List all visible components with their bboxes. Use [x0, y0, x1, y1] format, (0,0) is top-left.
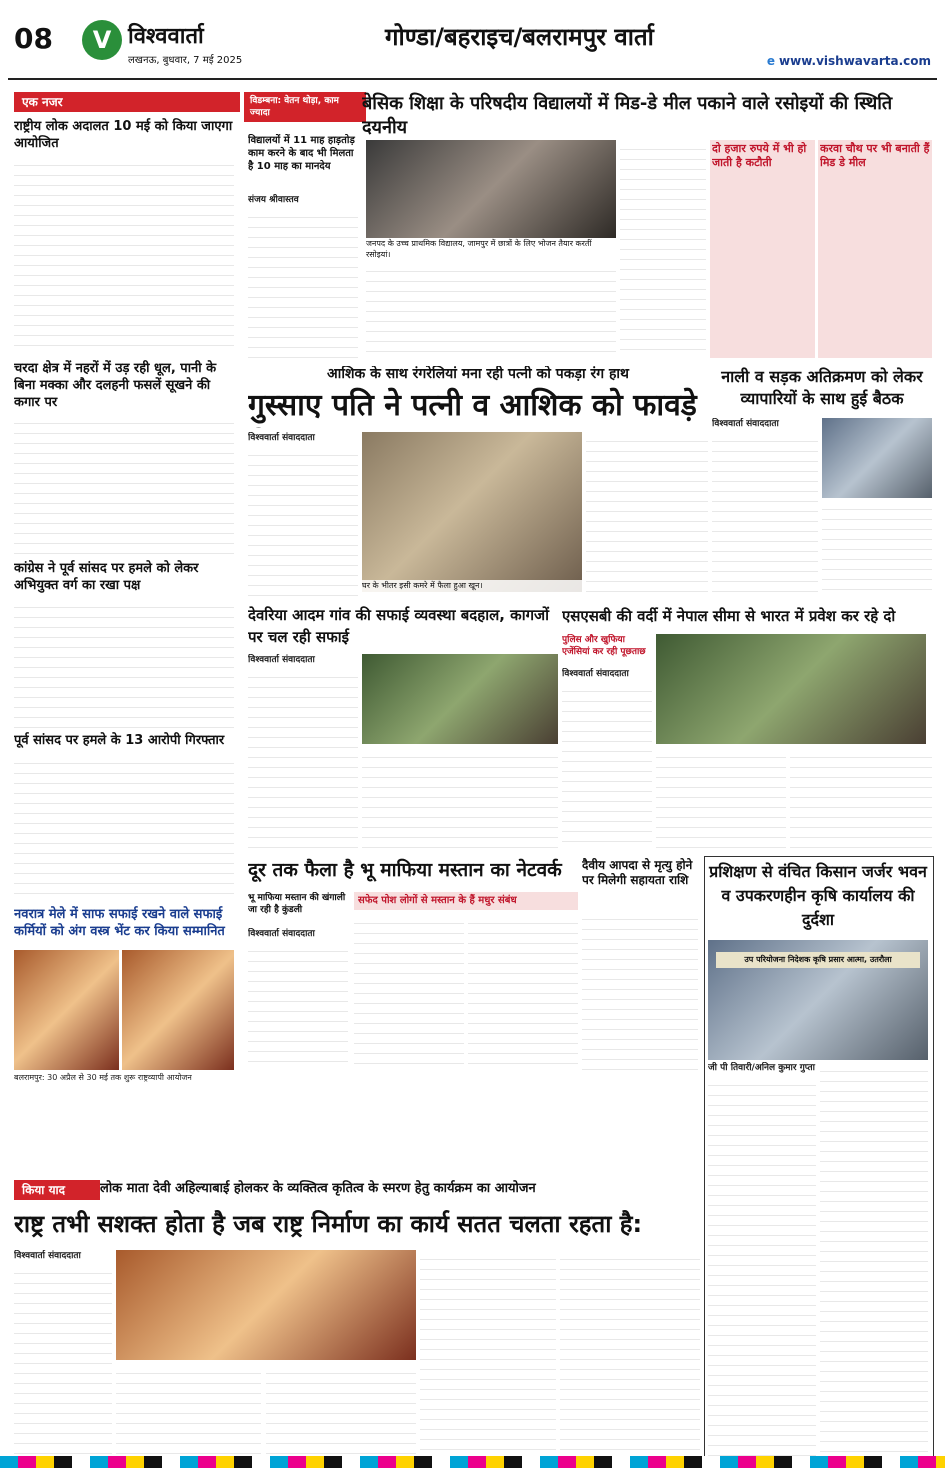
article-13-arrested-body — [14, 754, 234, 902]
photo-ahilya-stage — [116, 1250, 416, 1360]
ahilya-col5 — [560, 1250, 700, 1454]
caption-navratra-text: बलरामपुर: 30 अप्रैल से 30 मई तक शुरू राष्ट्रव्यापी आयोजन — [14, 1073, 192, 1082]
headline-ssb: एसएसबी की वर्दी में नेपाल सीमा से भारत में प्रवेश कर रहे दो — [562, 607, 896, 625]
headline-13-arrested: पूर्व सांसद पर हमले के 13 आरोपी गिरफ्तार — [14, 733, 225, 748]
devraia-byline: विश्ववार्ता संवाददाता — [248, 655, 315, 665]
photo-ssb-arrest — [656, 634, 926, 744]
headline-devi-aapda: दैवीय आपदा से मृत्यु होने पर मिलेगी सहायता राशि — [582, 858, 693, 887]
headline-mafia: दूर तक फैला है भू माफिया मस्तान का नेटवर्क — [248, 859, 562, 881]
ssb-col3 — [790, 748, 932, 850]
midday-side-text: विद्यालयों में 11 माह हाड़तोड़ काम करने के बाद भी मिलता है 10 माह का मानदेय — [248, 135, 355, 172]
midday-col1 — [248, 208, 358, 358]
website-link[interactable] — [767, 54, 931, 68]
headline-naali: नाली व सड़क अतिक्रमण को लेकर व्यापारियों के साथ हुई बैठक — [721, 367, 923, 408]
color-registration-strip — [0, 1456, 945, 1468]
browser-icon: e — [766, 54, 776, 68]
ahilya-byline: विश्ववार्ता संवाददाता — [14, 1251, 81, 1261]
midday-col3 — [620, 140, 706, 358]
axe-photo-caption: घर के भीतर इसी कमरे में फैला हुआ खून। — [362, 580, 582, 594]
mafia-col1 — [248, 942, 348, 1070]
midday-col2 — [366, 262, 616, 358]
photo-axe-room — [362, 432, 582, 592]
midday-byline: संजय श्रीवास्तव — [248, 195, 299, 205]
midday-tag: विडम्बना: वेतन थोड़ा, काम ज्यादा — [244, 92, 366, 122]
photo-navratra-1 — [14, 950, 119, 1070]
ssb-side-text: पुलिस और खुफिया एजेंसियां कर रही पूछताछ — [562, 635, 646, 657]
vishwavarta-logo-icon: V — [82, 20, 122, 60]
headline-ahilya: राष्ट्र तभी सशक्त होता है जब राष्ट्र निर्माण का कार्य सतत चलता रहता है: — [14, 1210, 643, 1238]
krishi-col2 — [820, 1062, 928, 1462]
photo-midday-cooks — [366, 140, 616, 238]
page-number: 08 — [14, 22, 53, 55]
headline-charda-nahar: चरदा क्षेत्र में नहरों में उड़ रही धूल, पानी के बिना मक्का और दलहनी फसलें सूखने की कगार पर — [14, 361, 217, 410]
krishi-col1 — [708, 1076, 816, 1462]
photo-devraia-garbage — [362, 654, 558, 744]
devi-aapda-body — [582, 910, 698, 1070]
ahilya-kicker: लोक माता देवी अहिल्याबाई होलकर के व्यक्तित्व कृतित्व के स्मरण हेतु कार्यक्रम का आयोजन — [100, 1181, 536, 1196]
mafia-pink-headline: सफेद पोश लोगों से मस्तान के हैं मधुर संबंध — [358, 895, 517, 906]
axe-byline: विश्ववार्ता संवाददाता — [248, 433, 315, 443]
naali-byline: विश्ववार्ता संवाददाता — [712, 419, 779, 429]
ek-nazar-tag: एक नजर — [14, 92, 240, 112]
axe-col1 — [248, 446, 358, 596]
krishi-byline: जी पी तिवारी/अनिल कुमार गुप्ता — [708, 1063, 815, 1073]
article-lok-adalat-body — [14, 156, 234, 354]
naali-col1 — [712, 432, 818, 596]
ahilya-col2 — [116, 1364, 261, 1454]
brand-title: विश्ववार्ता — [128, 24, 204, 49]
krishi-board: उप परियोजना निदेशक कृषि प्रसार आत्मा, उतरौला — [716, 952, 920, 968]
devraia-col1 — [248, 668, 358, 850]
headline-axe-story: गुस्साए पति ने पत्नी व आशिक को फावड़े — [248, 388, 697, 423]
ssb-col2 — [656, 748, 786, 850]
ahilya-col3 — [266, 1364, 416, 1454]
midday-pink-headline-2: करवा चौथ पर भी बनाती हैं मिड डे मील — [820, 142, 930, 169]
article-congress-body — [14, 598, 234, 728]
edition-title: गोण्डा/बहराइच/बलरामपुर वार्ता — [385, 23, 654, 51]
headline-congress: कांग्रेस ने पूर्व सांसद पर हमले को लेकर अभियुक्त वर्ग का रखा पक्ष — [14, 561, 199, 593]
axe-col3 — [586, 432, 708, 596]
ssb-byline: विश्ववार्ता संवाददाता — [562, 669, 629, 679]
headline-lok-adalat: राष्ट्रीय लोक अदालत 10 मई को किया जाएगा आयोजित — [14, 119, 233, 151]
headline-krishi: प्रशिक्षण से वंचित किसान जर्जर भवन व उपकरणहीन कृषि कार्यालय की दुर्दशा — [709, 862, 927, 929]
website-text: www.vishwavarta.com — [779, 54, 931, 68]
headline-navratra: नवरात्र मेले में साफ सफाई रखने वाले सफाई कर्मियों को अंग वस्त्र भेंट कर किया सम्मानित — [14, 907, 225, 939]
mafia-byline: विश्ववार्ता संवाददाता — [248, 929, 315, 939]
masthead-divider — [8, 78, 937, 80]
naali-col2 — [822, 500, 932, 596]
kiya-yaad-tag: किया याद — [14, 1180, 100, 1200]
axe-kicker: आशिक के साथ रंगरेलियां मना रही पत्नी को पकड़ा रंग हाथ — [327, 366, 629, 382]
devraia-col2 — [362, 748, 558, 850]
midday-photo-caption: जनपद के उच्च प्राथमिक विद्यालय, जामपुर में छात्रों के लिए भोजन तैयार करतीं रसोइयां। — [366, 238, 616, 260]
headline-midday-meal: बेसिक शिक्षा के परिषदीय विद्यालयों में मिड-डे मील पकाने वाले रसोइयों की स्थिति दयनीय — [362, 93, 893, 138]
mafia-col3 — [468, 914, 578, 1070]
article-charda-body — [14, 414, 234, 554]
photo-navratra-2 — [122, 950, 234, 1070]
headline-devraia: देवरिया आदम गांव की सफाई व्यवस्था बदहाल, कागजों पर चल रही सफाई — [248, 606, 550, 646]
ssb-col1 — [562, 682, 652, 850]
dateline: लखनऊ, बुधवार, 7 मई 2025 — [128, 55, 243, 66]
mafia-side-text: भू माफिया मस्तान की खंगाली जा रही है कुंडली — [248, 893, 346, 915]
photo-caption-navratra — [14, 1072, 234, 1168]
midday-pink-headline-1: दो हजार रुपये में भी हो जाती है कटौती — [712, 142, 807, 169]
mafia-col2 — [354, 914, 464, 1070]
ahilya-col4 — [420, 1250, 556, 1454]
photo-naali-meeting — [822, 418, 932, 498]
ahilya-col1 — [14, 1264, 112, 1454]
